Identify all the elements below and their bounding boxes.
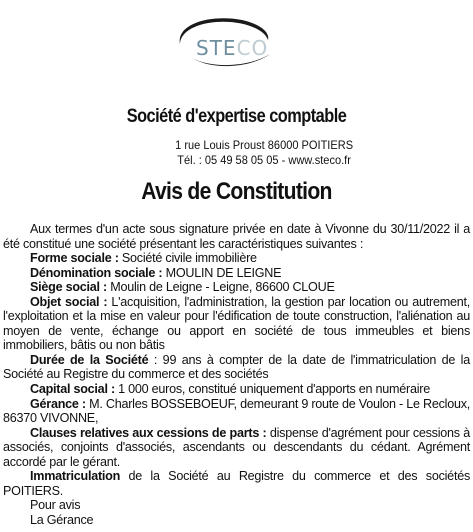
field-label: Objet social : [30, 294, 108, 309]
field-label: Siège social : [30, 280, 107, 295]
logo-text-ste: STE [196, 36, 237, 60]
field-duree [3, 353, 470, 382]
field-value: dispense d'agrément pour cessions à associés, conjoints d'associés, ascendants ou descendants du cédant. Agrément accordé par le gérant. [3, 425, 471, 469]
field-value: 1 000 euros, constitué uniquement d'apports en numéraire [114, 382, 430, 397]
field-label: Immatriculation [30, 469, 121, 484]
company-contact: Tél. : 05 49 58 05 05 - www.steco.fr [177, 153, 351, 167]
notice-body [3, 222, 470, 527]
logo-text-co: CO [236, 36, 269, 60]
field-value: MOULIN DE LEIGNE [162, 265, 282, 280]
field-label: Clauses relatives aux cessions de parts : [30, 425, 267, 440]
field-denomination [3, 266, 470, 281]
field-forme-sociale [3, 251, 470, 266]
intro-paragraph: Aux termes d'un acte sous signature privée en date à Vivonne du 30/11/2022 il a été constitué une société présentant les caractéristiques suivantes : [3, 222, 470, 251]
logo-text [196, 36, 268, 60]
closing-pour-avis: Pour avis [30, 498, 81, 513]
steco-logo [0, 14, 473, 74]
field-value: Société civile immobilière [118, 251, 257, 266]
field-label: Gérance : [30, 396, 86, 411]
field-label: Capital social : [30, 382, 115, 397]
field-objet-social [3, 295, 470, 353]
field-value: L'acquisition, l'administration, la gestion par location ou autrement, l'exploitation et la mise en valeur pour l'édification de toute construction, l'aliénation au moyen de vente, échange ou apport en société de tous immeubles et biens immobiliers, bâtis ou non bâtis [3, 294, 470, 353]
field-capital-social [3, 382, 470, 397]
field-value: M. Charles BOSSEBOEUF, demeurant 9 route de Voulon - Le Recloux, 86370 VIVONNE, [3, 396, 471, 426]
field-value: de la Société au Registre du commerce et des sociétés POITIERS. [3, 469, 470, 498]
field-immatriculation [3, 469, 470, 498]
closing-signature: La Gérance [30, 512, 94, 527]
field-gerance [3, 397, 470, 426]
company-address: 1 rue Louis Proust 86000 POITIERS [175, 138, 354, 152]
header [0, 106, 473, 168]
company-tagline: Société d'expertise comptable [126, 106, 347, 127]
field-label: Durée de la Société [30, 352, 149, 367]
notice-title: Avis de Constitution [141, 178, 332, 205]
field-label: Forme sociale : [30, 251, 119, 266]
field-clauses-cessions [3, 426, 470, 470]
field-value: Moulin de Leigne - Leigne, 86600 CLOUE [107, 280, 335, 295]
field-siege-social [3, 280, 470, 295]
field-label: Dénomination sociale : [30, 265, 163, 280]
field-value: : 99 ans à compter de la date de l'immatriculation de la Société au Registre du commerce et des sociétés [3, 352, 470, 382]
